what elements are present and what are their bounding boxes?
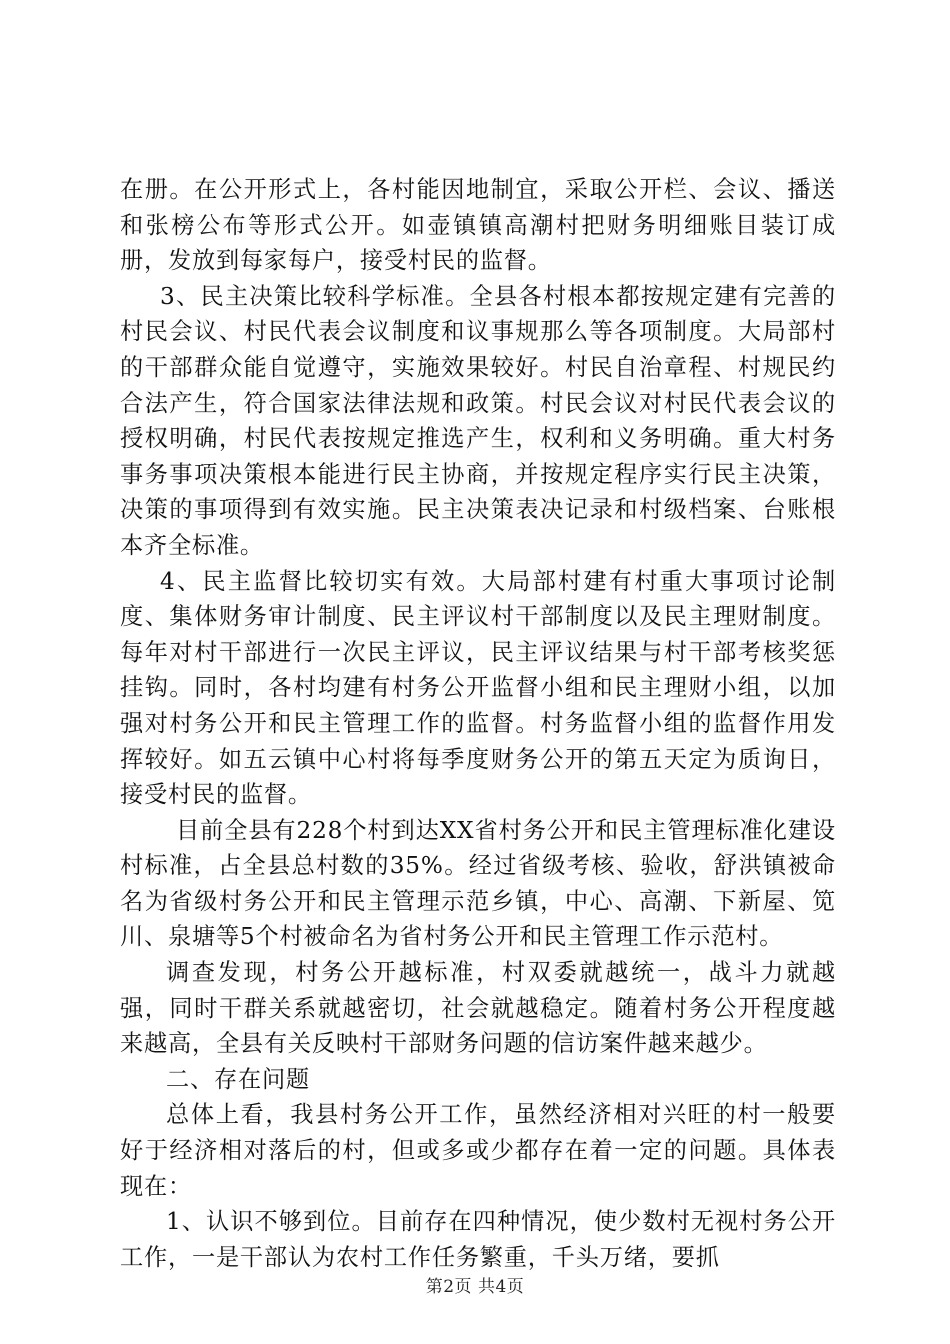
page-footer: 第2页 共4页 (425, 1277, 525, 1297)
paragraph-2: 3、民主决策比较科学标准。全县各村根本都按规定建有完善的村民会议、村民代表会议制度和议事规那么等各项制度。大局部村的干部群众能自觉遵守，实施效果较好。村民自治章程、村规民约合法产生，符合国家法律法规和政策。村民会议对村民代表会议的授权明确，村民代表按规定推选产生，权利和义务明确。重大村务事务事项决策根本能进行民主协商，并按规定程序实行民主决策，决策的事项得到有效实施。民主决策表决记录和村级档案、台账根本齐全标准。 (120, 282, 836, 559)
paragraph-1: 在册。在公开形式上，各村能因地制宜，采取公开栏、会议、播送和张榜公布等形式公开。如壶镇镇高潮村把财务明细账目装订成册，发放到每家每户，接受村民的监督。 (120, 176, 836, 275)
document-body (120, 172, 836, 1275)
section-heading: 二、存在问题 (166, 1065, 310, 1093)
paragraph-6: 总体上看，我县村务公开工作，虽然经济相对兴旺的村一般要好于经济相对落后的村，但或多或少都存在着一定的问题。具体表现在： (120, 1101, 836, 1200)
paragraph-3: 4、民主监督比较切实有效。大局部村建有村重大事项讨论制度、集体财务审计制度、民主评议村干部制度以及民主理财制度。每年对村干部进行一次民主评议，民主评议结果与村干部考核奖惩挂钩。同时，各村均建有村务公开监督小组和民主理财小组，以加强对村务公开和民主管理工作的监督。村务监督小组的监督作用发挥较好。如五云镇中心村将每季度财务公开的第五天定为质询日，接受村民的监督。 (120, 567, 836, 809)
paragraph-7: 1、认识不够到位。目前存在四种情况，使少数村无视村务公开工作，一是干部认为农村工作任务繁重，千头万绪，要抓 (120, 1208, 836, 1271)
paragraph-5: 调查发现，村务公开越标准，村双委就越统一，战斗力就越强，同时干群关系就越密切，社会就越稳定。随着村务公开程度越来越高，全县有关反映村干部财务问题的信访案件越来越少。 (120, 959, 836, 1058)
paragraph-4: 目前全县有228个村到达XX省村务公开和民主管理标准化建设村标准，占全县总村数的35%。经过省级考核、验收，舒洪镇被命名为省级村务公开和民主管理示范乡镇，中心、高潮、下新屋、笕川、泉塘等5个村被命名为省村务公开和民主管理工作示范村。 (120, 816, 836, 951)
